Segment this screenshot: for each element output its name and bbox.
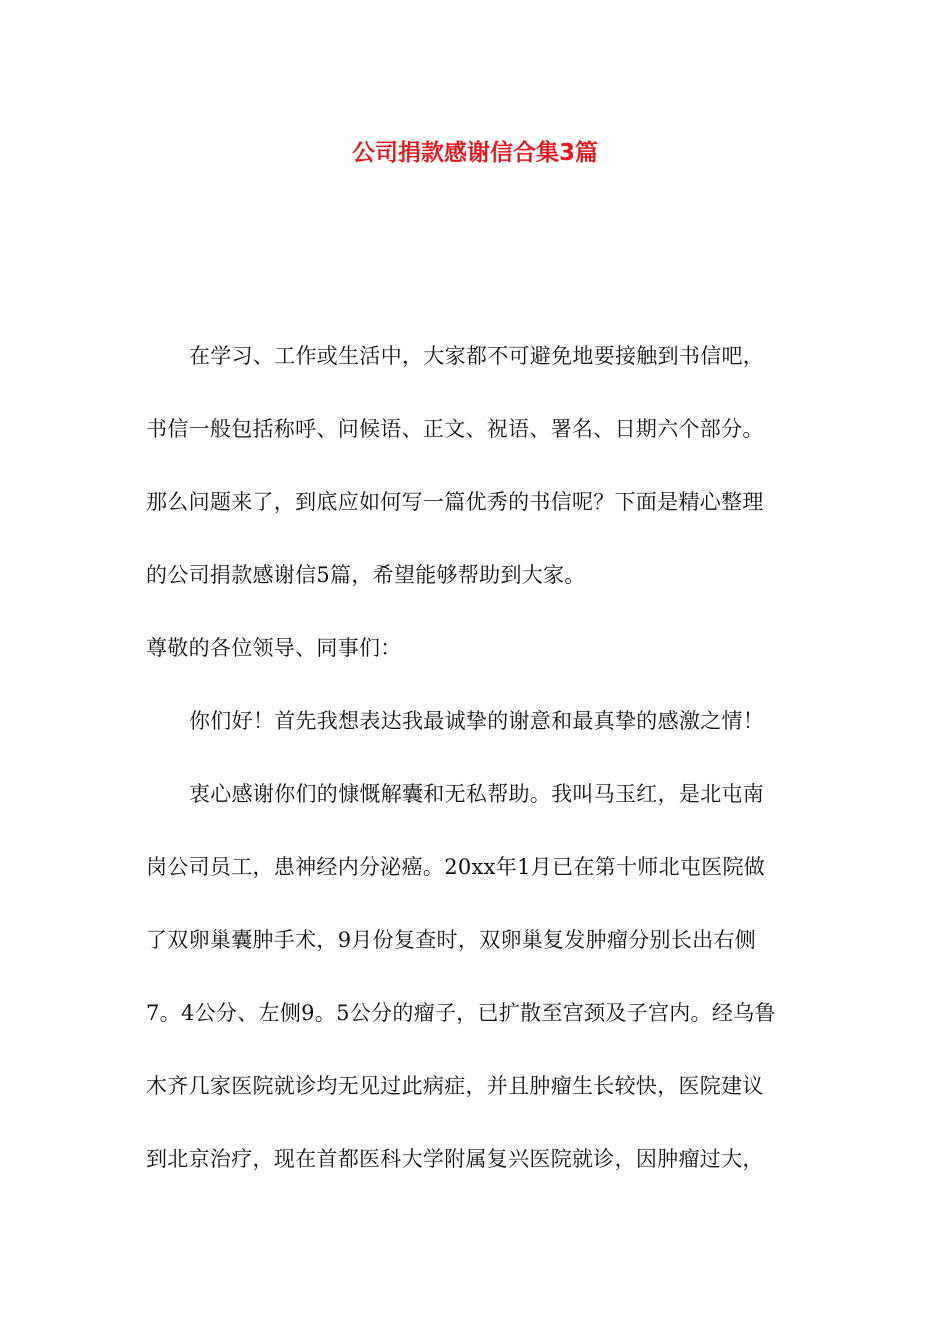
paragraph-line: 的公司捐款感谢信5篇，希望能够帮助到大家。 (146, 563, 586, 587)
paragraph-line: 了双卵巢囊肿手术，9月份复查时，双卵巢复发肿瘤分别长出右侧 (146, 928, 757, 952)
paragraph-line: 到北京治疗，现在首都医科大学附属复兴医院就诊，因肿瘤过大， (146, 1147, 764, 1171)
salutation-line: 尊敬的各位领导、同事们： (146, 636, 402, 660)
paragraph-line: 岗公司员工，患神经内分泌癌。20xx年1月已在第十师北屯医院做 (146, 855, 766, 879)
paragraph-line: 那么问题来了，到底应如何写一篇优秀的书信呢？下面是精心整理 (146, 490, 764, 514)
document-title: 公司捐款感谢信合集3篇 (351, 140, 598, 166)
paragraph-line: 木齐几家医院就诊均无见过此病症，并且肿瘤生长较快，医院建议 (146, 1074, 764, 1098)
document-body (146, 320, 810, 1196)
paragraph-line: 衷心感谢你们的慷慨解囊和无私帮助。我叫马玉红，是北屯南 (189, 782, 765, 806)
paragraph-line: 你们好！首先我想表达我最诚挚的谢意和最真挚的感激之情！ (189, 709, 765, 733)
paragraph-line: 7。4公分、左侧9。5公分的瘤子，已扩散至宫颈及子宫内。经乌鲁 (146, 1001, 776, 1025)
paragraph-line: 在学习、工作或生活中，大家都不可避免地要接触到书信吧， (189, 344, 765, 368)
paragraph-line: 书信一般包括称呼、问候语、正文、祝语、署名、日期六个部分。 (146, 417, 764, 441)
